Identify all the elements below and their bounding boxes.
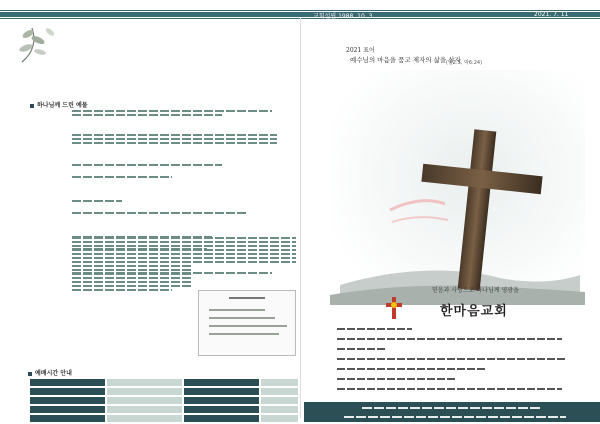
page-fold <box>300 18 301 418</box>
staff-row <box>337 354 592 364</box>
church-logo-icon <box>384 296 404 320</box>
cross-illustration <box>330 70 585 305</box>
plant-illustration <box>14 22 84 66</box>
staff-row <box>337 364 592 374</box>
offering-row <box>28 108 293 132</box>
online-offering-box <box>198 290 296 356</box>
staff-row <box>337 344 592 354</box>
yearly-motto-label: 2021 표어 <box>346 47 375 54</box>
address-line <box>304 404 600 412</box>
offering-row <box>28 174 293 186</box>
schedule-section-title: 예배시간 안내 <box>28 368 72 377</box>
schedule-row <box>29 414 298 423</box>
bulletin-date: 2021. 7. 11 <box>534 11 569 18</box>
offering-row <box>28 198 293 210</box>
schedule-row <box>29 396 298 405</box>
staff-row <box>337 324 592 334</box>
offering-section-title: 하나님께 드린 예물 <box>30 100 88 109</box>
schedule-row <box>29 387 298 396</box>
offering-row <box>28 162 293 174</box>
staff-row <box>337 374 592 384</box>
offering-row <box>28 132 293 162</box>
offering-row <box>28 210 293 234</box>
staff-row <box>337 384 592 394</box>
yearly-motto-reference: (빌2:5, 막6:24) <box>446 60 483 66</box>
bullet-icon <box>28 372 32 376</box>
schedule-row <box>29 405 298 414</box>
bullet-icon <box>30 104 34 108</box>
contact-line <box>304 413 600 421</box>
staff-row <box>337 334 592 344</box>
church-address-footer <box>304 402 600 422</box>
church-name: 한마음교회 <box>440 304 508 319</box>
staff-list <box>337 324 592 394</box>
schedule-row <box>29 379 298 387</box>
offering-row <box>28 186 293 198</box>
church-motto: 믿음과 사랑으로 하나님께 영광을 <box>432 287 519 294</box>
yearly-motto-title: 예수님의 마음을 품고 제자의 삶을 살자 <box>350 56 461 64</box>
bulletin-number: 교회설립 1988. 10. 3 <box>313 13 373 20</box>
worship-schedule-table <box>28 379 298 424</box>
